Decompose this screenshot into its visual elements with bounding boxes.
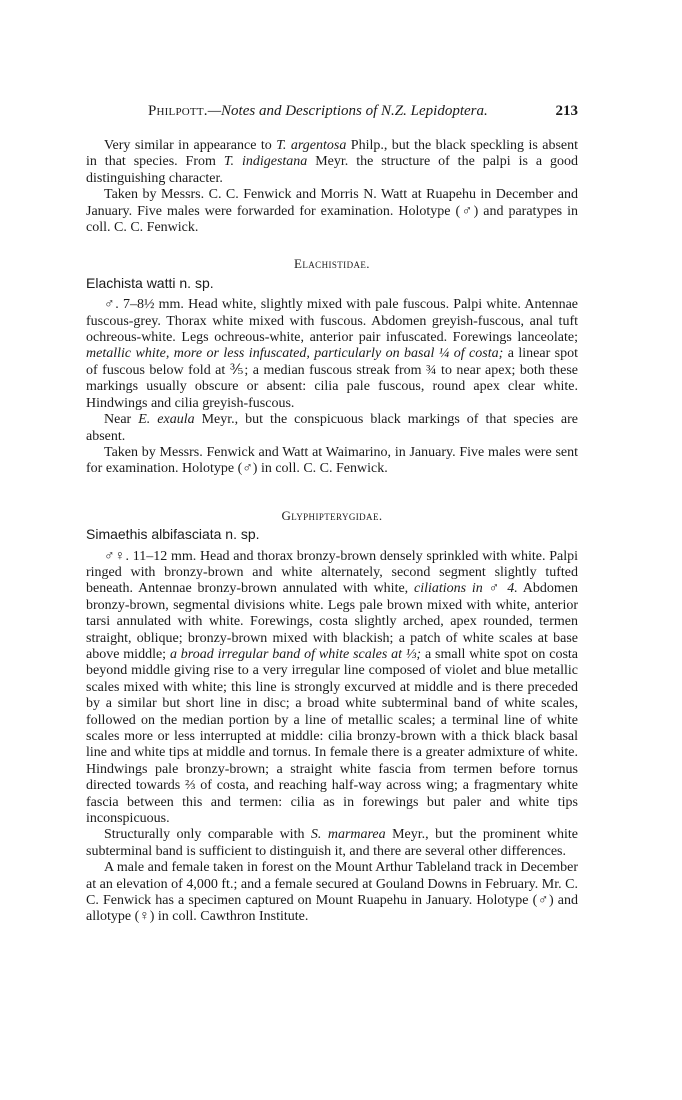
species-title-simaethis-albifasciata: Simaethis albifasciata n. sp. (86, 526, 260, 543)
family-heading-glyphipterygidae: Glyphipterygidae. (281, 507, 383, 523)
species-description: ♂♀. 11–12 mm. Head and thorax bronzy-brown densely sprinkled with white. Palpi ringed with bronzy-brown and white alternately, second segment slightly tufted beneath. Antennae bronzy-brown annulated with white, ciliations in ♂ 4. Abdomen bronzy-brown, segmental divisions white. Legs pale brown mixed with white, anterior tarsi annulated with white. Forewings, costa slightly arched, apex rounded, termen straight, oblique; bronzy-brown mixed with blackish; a patch of white scales at base above middle; a broad irregular band of white scales at ⅓; a small white spot on costa beyond middle giving rise to a very irregular line composed of violet and blue metallic scales mixed with white; this line is strongly excurved at middle and is there preceded by a similar but short line in disc; a broad white subterminal band of white scales, followed on the median portion by a line of metallic scales; a terminal line of white scales more or less interrupted at middle: cilia bronzy-brown with a thick black basal line and white tips at middle and tornus. In female there is a greater admixture of white. Hindwings pale bronzy-brown; a straight white fascia from termen before tornus directed towards ⅔ of costa, and reaching half-way across wing; a fragmentary white fascia between this and termen: cilia as in forewings but paler and white tips inconspicuous. (86, 548, 579, 827)
species-title-elachista-watti: Elachista watti n. sp. (86, 274, 214, 291)
collection-paragraph: A male and female taken in forest on the Mount Arthur Tableland track in December at an elevation of 4,000 ft.; and a female secured at Gouland Downs in February. Mr. C. C. Fenwick has a specimen captured on Mount Ruapehu in January. Holotype (♂) and allotype (♀) in coll. Cawthron Institute. (86, 860, 578, 925)
body-text (86, 138, 578, 926)
collection-paragraph: Taken by Messrs. Fenwick and Watt at Waimarino, in January. Five males were sent for examination. Holotype (♂) in coll. C. C. Fenwick. (86, 444, 578, 477)
header-title: —Notes and Descriptions of N.Z. Lepidoptera. (207, 103, 488, 119)
intro-paragraph-1: Very similar in appearance to T. argentosa Philp., but the black speckling is absent in that species. From T. indigestana Meyr. the structure of the palpi is a good distinguishing character. (86, 138, 578, 186)
intro-paragraph-2: Taken by Messrs. C. C. Fenwick and Morris N. Watt at Ruapehu in December and January. Five males were forwarded for examination. Holotype (♂) and paratypes in coll. C. C. Fenwick. (86, 187, 578, 236)
header-author: Philpott. (148, 103, 208, 119)
comparison-paragraph: Structurally only comparable with S. marmarea Meyr., but the prominent white subterminal band is sufficient to distinguish it, and there are several other differences. (86, 827, 578, 859)
comparison-paragraph: Near E. exaula Meyr., but the conspicuous black markings of that species are absent. (86, 412, 578, 444)
family-heading-elachistidae: Elachistidae. (294, 256, 370, 272)
running-header (148, 103, 578, 123)
species-description: ♂. 7–8½ mm. Head white, slightly mixed with pale fuscous. Palpi white. Antennae fuscous-grey. Thorax white mixed with fuscous. Abdomen greyish-fuscous, anal tuft ochreous-white. Legs ochreous-white, anterior pair infuscated. Forewings lanceolate; metallic white, more or less infuscated, particularly on basal ¼ of costa; a linear spot of fuscous below fold at ⅗; a median fuscous streak from ¾ to near apex; both these markings usually obscure or absent: cilia pale fuscous, round apex clear white. Hindwings and cilia greyish-fuscous. (86, 297, 579, 411)
page-number: 213 (555, 103, 578, 119)
